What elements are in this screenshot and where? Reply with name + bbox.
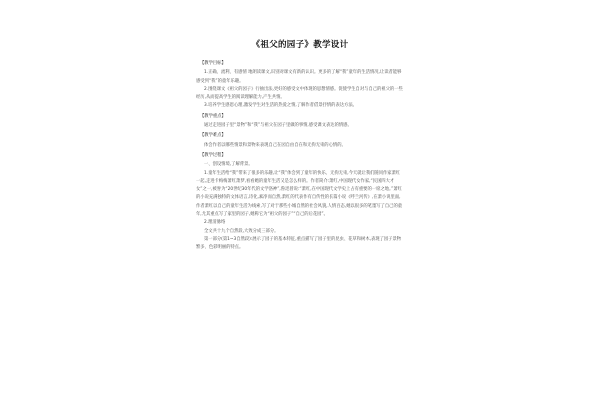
- goal-1: 1.正确、流利、有感情 地朗读课文,识别对课文有新的认识。更多的了解“我”童年的生活情况,让读者能够感受到“我”的童年乐趣。: [196, 70, 402, 84]
- process-header: 【教学过程】: [200, 152, 226, 158]
- difficulty-text: 体会作者以哪些情景和景物来表现自己在园自由自在和无拘无束的心情的。: [204, 142, 346, 148]
- difficulty-header: 【教学难点】: [200, 133, 226, 139]
- document-title: 《祖父的园子》教学设计: [251, 40, 349, 50]
- process-paragraph-3: 第一部分(第1~3自然段):展示了园子的基本特征,重点描写了园子里的昆虫、花草和树木,表现了园子景物繁多、色彩明丽的特点。: [196, 236, 402, 251]
- process-step-2: 2.理清脉络: [204, 220, 226, 226]
- goals-header: 【教学目标】: [200, 61, 226, 66]
- document-page: [196, 34, 404, 374]
- process-step-1: 一、创设情境,了解背景。: [204, 162, 253, 168]
- key-points-text: 通过走进园子里“景物”和“我”与祖父在园子里做的事情,感受课文表达的情感。: [204, 123, 352, 129]
- goal-3: 3.培养学生感恩心理,激发学生对生活的热爱之情,了解作者借景抒情的表达方法。: [204, 103, 357, 109]
- process-paragraph-1: 1.童年生活给“我”带来了很多的乐趣,让“我”体会到了童年的快乐、无拘无束,今天就让我们随同作家萧红一起,走进卡梅梅萧红萧梦,看看她的童年生活又是怎么样的。作者简介:萧红,中国现代女作家,“民国四大才女”之一,被誉为“20世纪30年代的文学洛神”,鲁迅曾说:“萧红,在中国现代文学史上占有重要的一席之地。”萧红的小说充满独特的文体语言,诗化,素净而自然,萧红的代表作有自传性的长篇小说《呼兰河传》,在萧小说里面,作者萧红以自己的童年生活为线索,写了对于那些小城自然的社会风貌,人情百态,她以很多的笔墨写了自己的童年,尤其重点写了家里的园子,她称它为“祖父的园子”“自己的后花园”。: [196, 170, 403, 218]
- goal-2: 2.围绕课文《祖父的园子》行抽出法,更好的感受文中体现的思想情感。促使学生自对与自己的祖父的一些经历,从而提高学生的阅读理解能力,产生共情。: [196, 86, 403, 101]
- key-points-header: 【教学重点】: [200, 113, 226, 119]
- process-paragraph-2: 全文共十九个自然段,大致分成三部分。: [204, 228, 279, 234]
